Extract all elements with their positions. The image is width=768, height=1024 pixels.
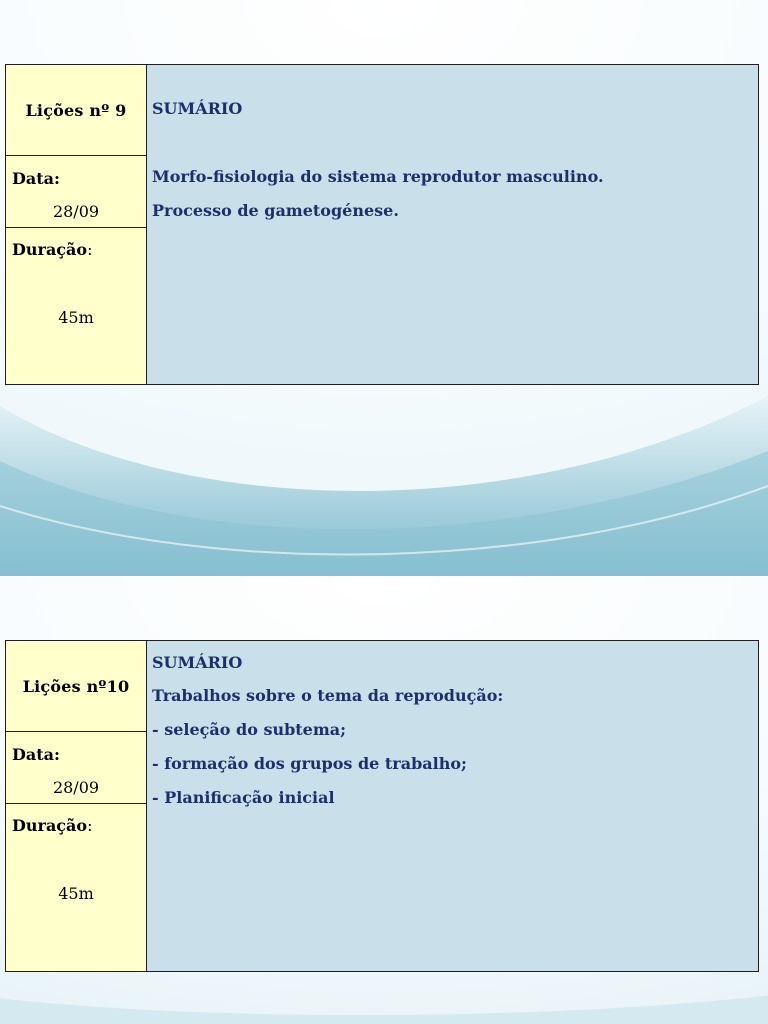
summary-line: Processo de gametogénese. <box>152 201 399 220</box>
lesson-card <box>5 64 759 385</box>
summary-panel <box>147 65 758 384</box>
date-cell <box>6 156 146 228</box>
duration-colon: : <box>87 240 93 259</box>
summary-line: - seleção do subtema; <box>152 720 347 739</box>
duration-cell <box>6 228 146 384</box>
date-value: 28/09 <box>52 202 100 221</box>
wave-background-decoration <box>0 366 768 576</box>
lesson-number: Lições nº 9 <box>6 65 146 156</box>
summary-panel <box>147 641 758 971</box>
summary-title: SUMÁRIO <box>152 653 243 672</box>
duration-label: Duração <box>12 240 88 259</box>
date-value: 28/09 <box>52 778 100 797</box>
lesson-info-panel <box>6 641 147 971</box>
summary-title: SUMÁRIO <box>152 99 243 118</box>
duration-value: 45m <box>58 308 94 327</box>
duration-label-wrap <box>12 240 92 259</box>
slide-lesson-10 <box>0 576 768 1024</box>
wave-background-decoration <box>0 964 768 1024</box>
summary-line: Trabalhos sobre o tema da reprodução: <box>152 686 504 705</box>
duration-cell <box>6 804 146 971</box>
summary-line: - Planificação inicial <box>152 788 335 807</box>
duration-label: Duração <box>12 816 88 835</box>
summary-line: - formação dos grupos de trabalho; <box>152 754 467 773</box>
summary-line: Morfo-fisiologia do sistema reprodutor masculino. <box>152 167 604 186</box>
lesson-info-panel <box>6 65 147 384</box>
duration-colon: : <box>87 816 93 835</box>
date-label: Data: <box>12 169 60 188</box>
date-label: Data: <box>12 745 60 764</box>
duration-label-wrap <box>12 816 92 835</box>
lesson-number: Lições nº10 <box>6 641 146 732</box>
duration-value: 45m <box>58 884 94 903</box>
date-cell <box>6 732 146 804</box>
lesson-card <box>5 640 759 972</box>
